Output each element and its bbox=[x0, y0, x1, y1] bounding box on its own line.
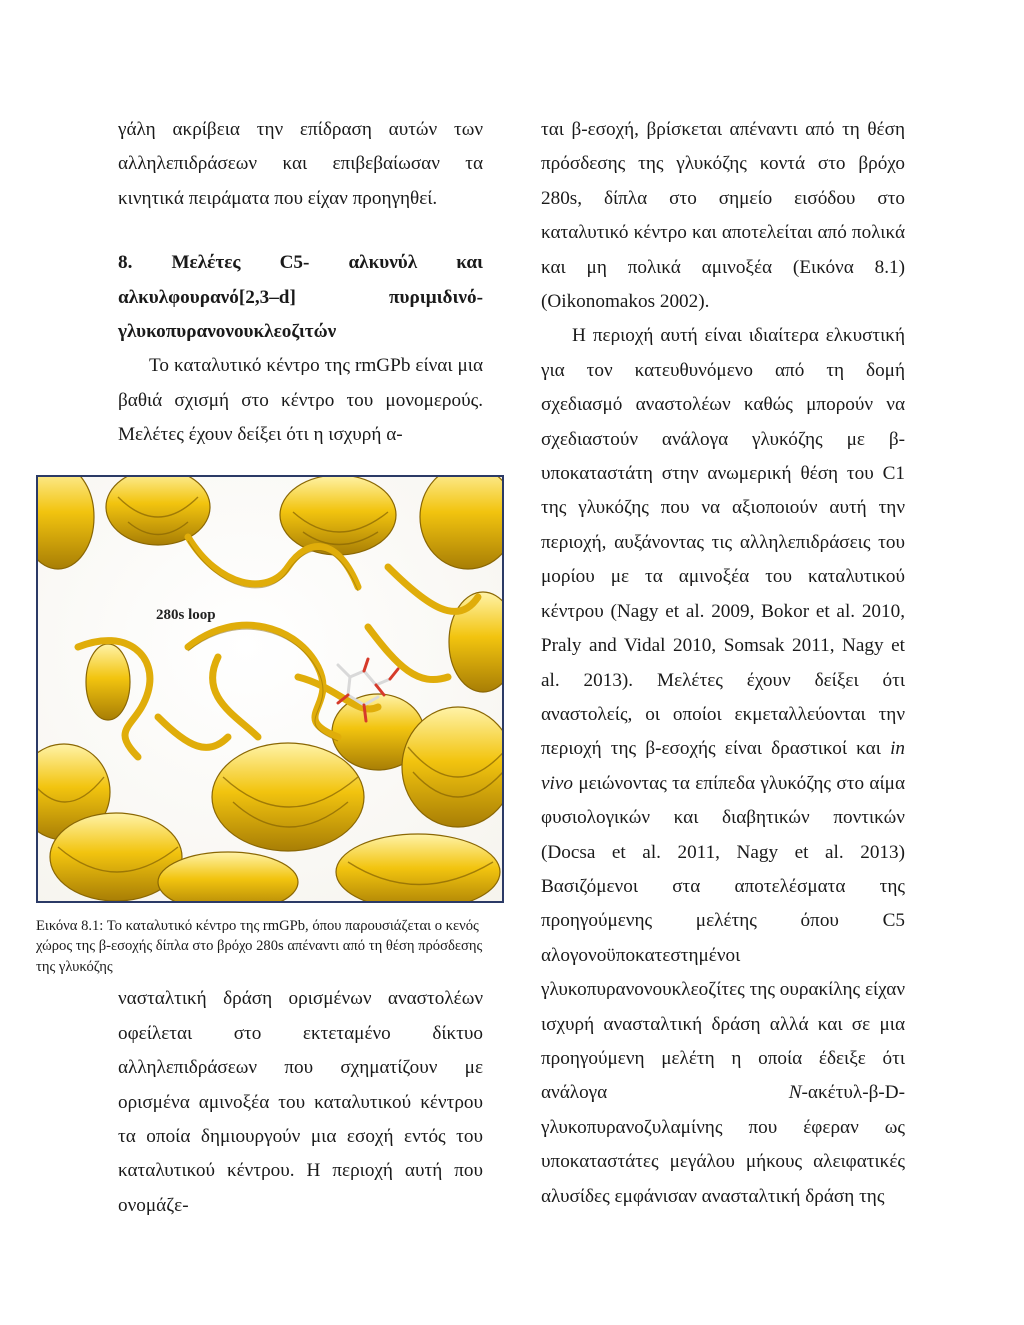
figure-caption: Εικόνα 8.1: Το καταλυτικό κέντρο της rmGPb, όπου παρουσιάζεται ο κενός χώρος της β-εσοχής δίπλα στο βρόχο 280s απέναντι από τη θέση πρόσδεσης της γλυκόζης bbox=[36, 917, 483, 975]
n-italic: N bbox=[788, 1082, 802, 1104]
loop-label: 280s loop bbox=[156, 606, 216, 623]
right-paragraph-2-text-c: -ακέτυλ-β-D-γλυκοπυρανοζυλαμίνης που έφεραν ως υποκαταστάτες μεγάλου μήκους αλειφατικές αλυσίδες εμφάνισαν ανασταλτική δράση της bbox=[541, 1082, 905, 1207]
right-paragraph-2 bbox=[541, 319, 905, 1214]
right-paragraph-2-text-a: Η περιοχή αυτή είναι ιδιαίτερα ελκυστική για τον κατευθυνόμενο από τη δομή σχεδιασμό αναστολέων καθώς μπορούν να σχεδιαστούν ανάλογα γλυκόζης με β-υποκαταστάτη στην ανωμερική θέση του C1 της γλυκόζης που να αξιοποιούν αυτή την περιοχή, αυξάνοντας τις αλληλεπιδράσεις του μορίου με τα αμινοξέα του καταλυτικού κέντρου (Nagy et al. 2009, Bokor et al. 2010, Praly and Vidal 2010, Somsak 2011, Nagy et al. 2013). Μελέτες έχουν δείξει ότι αναστολείς, οι οποίοι εκμεταλλεύονται την περιοχή της β-εσοχής είναι δραστικοί και bbox=[541, 325, 905, 760]
left-paragraph-2: Το καταλυτικό κέντρο της rmGPb είναι μια βαθιά σχισμή στο κέντρο του μονομερούς. Μελέτες έχουν δείξει ότι η ισχυρή α- bbox=[118, 355, 483, 446]
section-heading: 8. Μελέτες C5- αλκυνύλ και αλκυλφουρανό[2,3–d] πυριμιδινό- γλυκοπυρανονουκλεοζιτών bbox=[118, 252, 483, 343]
ribbon-structure-graphic bbox=[38, 477, 502, 901]
right-paragraph-1: ται β-εσοχή, βρίσκεται απέναντι από τη θέση πρόσδεσης της γλυκόζης κοντά στο βρόχο 280s, δίπλα στο σημείο εισόδου στο καταλυτικό κέντρο και αποτελείται από πολικά και μη πολικά αμινοξέα (Εικόνα 8.1) (Oikonomakos 2002). bbox=[541, 119, 905, 313]
left-column bbox=[36, 113, 483, 1223]
right-paragraph-2-text-b: μειώνοντας τα επίπεδα γλυκόζης στο αίμα φυσιολογικών και διαβητικών ποντικών (Docsa et al. 2011, Nagy et al. 2013) Βασιζόμενοι στα αποτελέσματα της προηγούμενης μελέτης όπου C5 αλογονοϋποκατεστημένοι γλυκοπυρανονουκλεοζίτες της ουρακίλης είχαν ισχυρή ανασταλτική δράση αλλά και σε μια προηγούμενη μελέτη η οποία έδειξε ότι ανάλογα bbox=[541, 772, 905, 1104]
left-paragraph-1: γάλη ακρίβεια την επίδραση αυτών των αλληλεπιδράσεων και επιβεβαίωσαν τα κινητικά πειράματα που είχαν προηγηθεί. bbox=[118, 119, 483, 209]
figure-8-1 bbox=[36, 475, 504, 978]
right-column bbox=[541, 113, 905, 1214]
left-paragraph-3: νασταλτική δράση ορισμένων αναστολέων οφείλεται στο εκτεταμένο δίκτυο αλληλεπιδράσεων που σχηματίζουν με ορισμένα αμινοξέα του καταλυτικού κέντρου τα οποία δημιουργούν μια εσοχή εντός του καταλυτικού κέντρου. Η περιοχή αυτή που ονομάζε- bbox=[118, 988, 483, 1216]
protein-structure-image bbox=[36, 475, 504, 903]
in-vivo-italic: in vivo bbox=[541, 738, 905, 794]
